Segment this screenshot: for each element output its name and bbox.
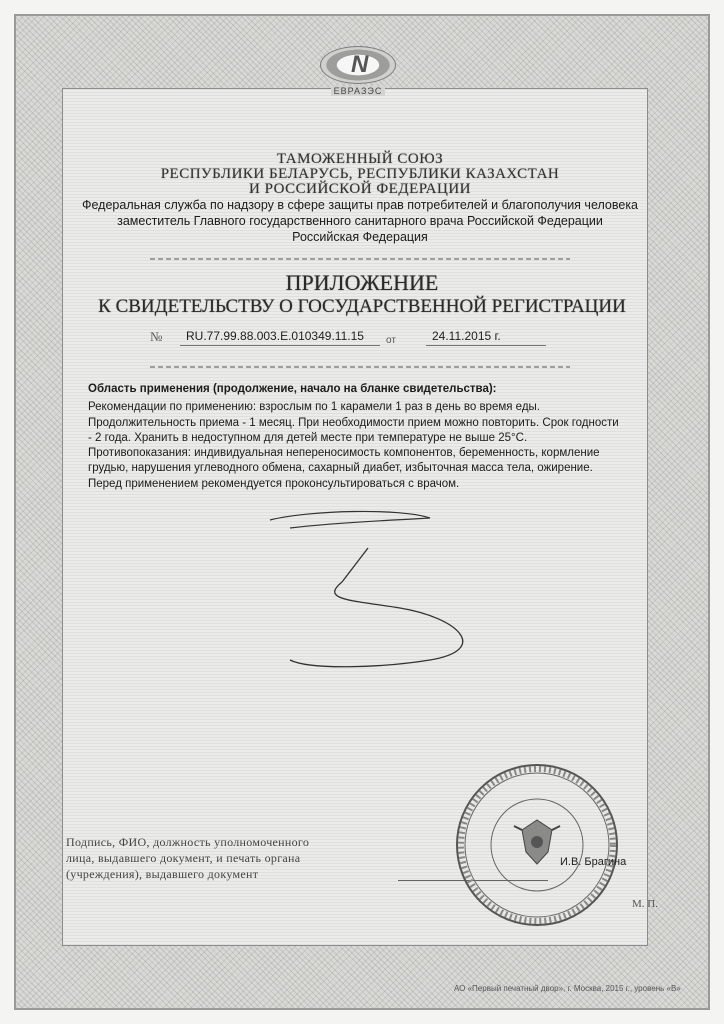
logo-emblem-icon: N (320, 46, 396, 84)
union-title-line-1: ТАМОЖЕННЫЙ СОЮЗ (276, 151, 444, 167)
registration-line (150, 327, 580, 349)
body-line: грудью, нарушения углеводного обмена, сахарный диабет, избыточная масса тела, ожирение. (88, 462, 593, 475)
body-line: - 2 года. Хранить в недоступном для детей месте при температуре не выше 25°С. (88, 431, 528, 444)
body-line: Перед применением рекомендуется проконсультироваться с врачом. (88, 477, 460, 490)
official-seal-stamp (452, 760, 622, 930)
appendix-subtitle: К СВИДЕТЕЛЬСТВУ О ГОСУДАРСТВЕННОЙ РЕГИСТРАЦИИ (98, 296, 626, 317)
logo (312, 46, 404, 106)
application-scope-text (88, 382, 648, 492)
separator-line (150, 366, 570, 368)
signer-name: И.В. Брагина (560, 856, 627, 868)
date-underline (426, 345, 546, 346)
handwritten-signature (250, 500, 480, 680)
body-line: Противопоказания: индивидуальная непереносимость компонентов, беременность, кормление (88, 447, 600, 460)
body-line: Продолжительность приема - 1 месяц. При необходимости прием можно повторить. Срок годности (88, 416, 619, 429)
number-underline (180, 345, 380, 346)
union-title-line-3: И РОССИЙСКОЙ ФЕДЕРАЦИИ (248, 181, 471, 197)
service-line-1: Федеральная служба по надзору в сфере защиты прав потребителей и благополучия человека (81, 198, 639, 212)
body-line: Рекомендации по применению: взрослым по 1 карамели 1 раз в день во время еды. (88, 401, 540, 414)
appendix-title: ПРИЛОЖЕНИЕ (285, 270, 439, 295)
logo-text: ЕВРАЗЭС (331, 86, 386, 96)
union-title-line-2: РЕСПУБЛИКИ БЕЛАРУСЬ, РЕСПУБЛИКИ КАЗАХСТАН (160, 166, 560, 182)
separator-line (150, 258, 570, 260)
scope-heading: Область применения (продолжение, начало на бланке свидетельства): (88, 383, 497, 395)
service-line-3: Российская Федерация (292, 230, 428, 244)
signature-caption: Подпись, ФИО, должность уполномоченного лица, выдавшего документ, и печать органа (учреждения), выдавшего документ (66, 835, 310, 881)
number-label: № (150, 329, 163, 344)
printer-footer: АО «Первый печатный двор», г. Москва, 2015 г., уровень «В» (454, 984, 681, 993)
registration-date: 24.11.2015 г. (432, 329, 501, 343)
from-label: от (386, 335, 396, 346)
service-line-2: заместитель Главного государственного санитарного врача Российской Федерации (117, 214, 603, 228)
registration-number: RU.77.99.88.003.E.010349.11.15 (186, 329, 364, 343)
seal-place-label: М. П. (632, 898, 658, 910)
